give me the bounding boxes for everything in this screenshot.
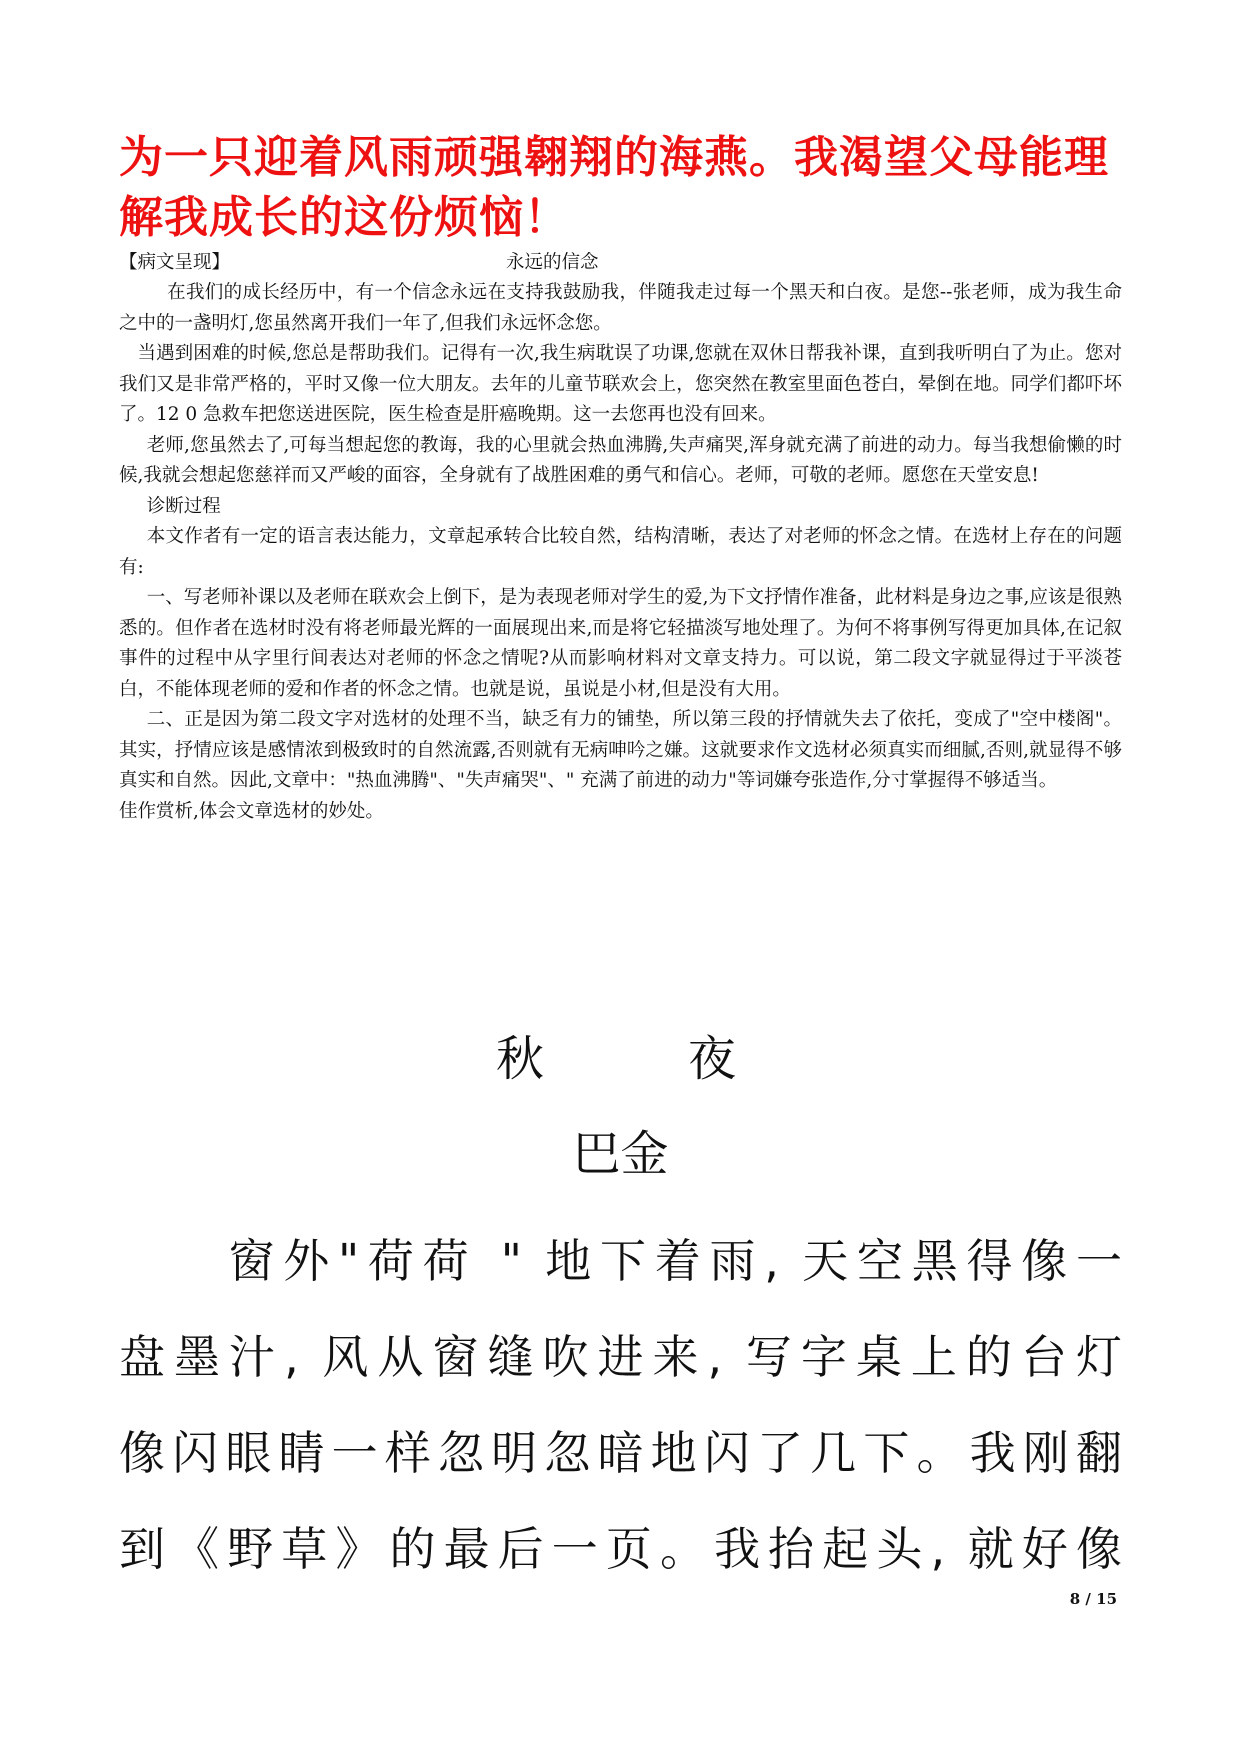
sample-paragraph-3: 老师,您虽然去了,可每当想起您的教诲，我的心里就会热血沸腾,失声痛哭,浑身就充满了前进的动力。每当我想偷懒的时候,我就会想起您慈祥而又严峻的面容，全身就有了战胜困难的勇气和信心。老师，可敬的老师。愿您在天堂安息!: [119, 434, 1122, 486]
essay-line-4: 到《野草》的最后一页。我抬起头, 就好像: [119, 1522, 1122, 1576]
sample-paragraph-1: 在我们的成长经历中，有一个信念永远在支持我鼓励我，伴随我走过每一个黑天和白夜。是您--张老师，成为我生命之中的一盏明灯,您虽然离开我们一年了,但我们永远怀念您。: [119, 282, 1122, 334]
essay-title-char-2: 夜: [688, 1031, 737, 1087]
sample-title-row: [119, 248, 1122, 278]
page-number: 8 / 15: [1069, 1590, 1117, 1608]
essay-author: 巴金: [572, 1126, 669, 1182]
essay-line-3: 像闪眼睛一样忽明忽暗地闪了几下。我刚翻: [119, 1426, 1122, 1480]
diagnosis-heading: 诊断过程: [146, 495, 221, 517]
essay-line-2: 盘墨汁, 风从窗缝吹进来, 写字桌上的台灯: [119, 1330, 1122, 1384]
diagnosis-paragraph-3: 二、正是因为第二段文字对选材的处理不当，缺乏有力的铺垫，所以第三段的抒情就失去了依托，变成了"空中楼阁"。其实，抒情应该是感情浓到极致时的自然流露,否则就有无病呻吟之嫌。这就要求作文选材必须真实而细腻,否则,就显得不够真实和自然。因此,文章中："热血沸腾"、"失声痛哭"、" 充满了前进的动力"等词嫌夸张造作,分寸掌握得不够适当。: [119, 709, 1122, 791]
sample-label: 【病文呈现】: [119, 252, 231, 273]
sample-paragraph-2: 当遇到困难的时候,您总是帮助我们。记得有一次,我生病耽误了功课,您就在双休日帮我补课，直到我听明白了为止。您对我们又是非常严格的，平时又像一位大朋友。去年的儿童节联欢会上，您突然在教室里面色苍白，晕倒在地。同学们都吓坏了。12 0 急救车把您送进医院，医生检查是肝癌晚期。这一去您再也没有回来。: [119, 343, 1122, 425]
essay-title: [0, 1020, 1241, 1090]
essay-title-char-1: 秋: [496, 1031, 545, 1087]
red-heading-line1: 为一只迎着风雨顽强翱翔的海燕。我渴望父母能理: [119, 132, 1109, 183]
diagnosis-paragraph-1: 本文作者有一定的语言表达能力，文章起承转合比较自然，结构清晰，表达了对老师的怀念之情。在选材上存在的问题有:: [119, 526, 1122, 578]
diagnosis-paragraph-2: 一、写老师补课以及老师在联欢会上倒下，是为表现老师对学生的爱,为下文抒情作准备，此材料是身边之事,应该是很熟悉的。但作者在选材时没有将老师最光辉的一面展现出来,而是将它轻描淡写地处理了。为何不将事例写得更加具体,在记叙事件的过程中从字里行间表达对老师的怀念之情呢?从而影响材料对文章支持力。可以说，第二段文字就显得过于平淡苍白，不能体现老师的爱和作者的怀念之情。也就是说，虽说是小材,但是没有大用。: [119, 587, 1122, 700]
red-heading-line2: 解我成长的这份烦恼！: [119, 192, 569, 243]
sample-essay-title: 永远的信念: [506, 252, 599, 273]
page-content: [119, 128, 1122, 827]
essay-line-1: 窗外"荷荷 " 地下着雨, 天空黑得像一: [119, 1234, 1122, 1288]
essay-body: [119, 1213, 1122, 1597]
diagnosis-closing: 佳作赏析,体会文章选材的妙处。: [119, 800, 384, 822]
